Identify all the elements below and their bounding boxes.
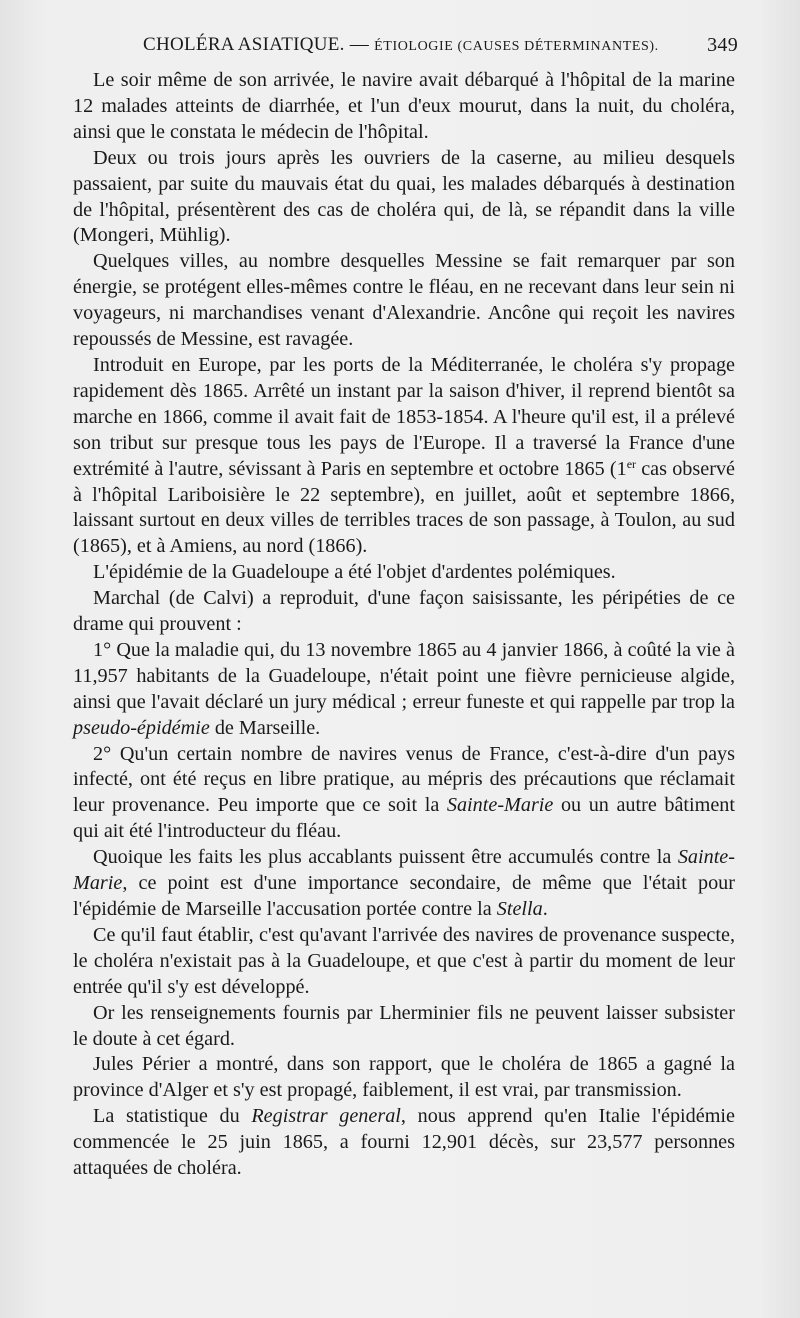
paragraph-13-part-b: , nous apprend qu'en Italie l'épidémie commencée le 25 juin 1865, a fourni 12,901 décès, sur 23,577 personnes attaquées de choléra. xyxy=(73,1105,735,1180)
paragraph-7-part-b: de Marseille. xyxy=(209,716,321,739)
page-number: 349 xyxy=(707,34,738,56)
paragraph-11: Or les renseignements fournis par Lherminier fils ne peuvent laisser subsister le doute à cet égard. xyxy=(73,1001,735,1050)
paragraph-13-part-a: La statistique du xyxy=(93,1105,252,1128)
paragraph-10: Ce qu'il faut établir, c'est qu'avant l'arrivée des navires de provenance suspecte, le choléra n'existait pas à la Guadeloupe, et que c'est à partir du moment de leur entrée qu'il s'y est développé. xyxy=(73,923,735,998)
paragraph-3: Quelques villes, au nombre desquelles Messine se fait remarquer par son énergie, se protégent elles-mêmes contre le fléau, en ne recevant dans leur sein ni voyageurs, ni marchandises venant d'Alexandrie. Ancône qui reçoit les navires repoussés de Messine, est ravagée. xyxy=(73,250,735,351)
running-title-sub: ÉTIOLOGIE (CAUSES DÉTERMINANTES). xyxy=(374,39,659,54)
paragraph-4-part-a: Introduit en Europe, par les ports de la Méditerranée, le choléra s'y propage rapidement dès 1865. Arrêté un instant par la saison d'hiver, il reprend bientôt sa marche en 1866, comme il avait fait de 1853-1854. A l'heure qu'il est, il a prélevé son tribut sur presque tous les pays de l'Europe. Il a traversé la France d'une extrémité à l'autre, sévissant à Paris en septembre et octobre 1865 (1 xyxy=(73,353,735,480)
running-title-main: CHOLÉRA ASIATIQUE. — xyxy=(143,34,375,55)
paragraph-2: Deux ou trois jours après les ouvriers de la caserne, au milieu desquels passaient, par suite du mauvais état du quai, les malades débarqués à destination de l'hôpital, présentèrent des cas de choléra qui, de là, se répandit dans la ville (Mongeri, Mühlig). xyxy=(73,146,735,247)
paragraph-12: Jules Périer a montré, dans son rapport, que le choléra de 1865 a gagné la province d'Alger et s'y est propagé, faiblement, il est vrai, par transmission. xyxy=(73,1053,735,1102)
paragraph-9-part-a: Quoique les faits les plus accablants puissent être accumulés contre la xyxy=(93,846,678,869)
italic-sainte-marie: Sainte-Marie xyxy=(446,794,554,817)
running-title xyxy=(143,34,659,56)
paragraph-4-part-b: cas observé à l'hôpital Lariboisière le 22 septembre), en juillet, août et septembre 1866, laissant surtout en deux villes de terribles traces de son passage, à Toulon, au sud (1865), et à Amiens, au nord (1866). xyxy=(73,457,735,558)
paragraph-7-part-a: 1° Que la maladie qui, du 13 novembre 1865 au 4 janvier 1866, à coûté la vie à 11,957 habitants de la Guadeloupe, n'était point une fièvre pernicieuse algide, ainsi que l'avait déclaré un jury médical ; erreur funeste et qui rappelle par trop la xyxy=(73,638,735,713)
paragraph-13 xyxy=(73,1104,735,1182)
italic-registrar-general: Registrar general xyxy=(251,1105,401,1128)
paragraph-9-part-c: . xyxy=(542,898,548,920)
italic-pseudo-epidemie: pseudo-épidémie xyxy=(73,716,210,739)
paragraph-7 xyxy=(73,638,735,742)
paragraph-8-part-a: 2° Qu'un certain nombre de navires venus de France, c'est-à-dire d'un pays infecté, ont été reçus en libre pratique, au mépris des précautions que réclamait leur provenance. Peu importe que ce soit la xyxy=(73,742,735,817)
running-header xyxy=(73,34,738,60)
italic-sainte-marie-2: Sainte-Marie xyxy=(73,846,735,895)
superscript-er: er xyxy=(626,456,637,471)
paragraph-9 xyxy=(73,845,735,923)
paragraph-4 xyxy=(73,353,735,560)
italic-stella: Stella xyxy=(496,898,543,920)
paragraph-1: Le soir même de son arrivée, le navire avait débarqué à l'hôpital de la marine 12 malades atteints de diarrhée, et l'un d'eux mourut, dans la nuit, du choléra, ainsi que le constata le médecin de l'hôpital. xyxy=(73,69,735,143)
paragraph-6: Marchal (de Calvi) a reproduit, d'une façon saisissante, les péripéties de ce drame qui prouvent : xyxy=(73,587,735,636)
paragraph-8 xyxy=(73,742,735,846)
body-text xyxy=(73,68,735,1182)
paragraph-9-part-b: , ce point est d'une importance secondaire, de même que l'était pour l'épidémie de Marseille l'accusation portée contre la xyxy=(73,872,735,920)
paragraph-8-part-b: ou un autre bâtiment qui ait été l'introducteur du fléau. xyxy=(73,794,736,843)
paragraph-5: L'épidémie de la Guadeloupe a été l'objet d'ardentes polémiques. xyxy=(93,561,616,584)
